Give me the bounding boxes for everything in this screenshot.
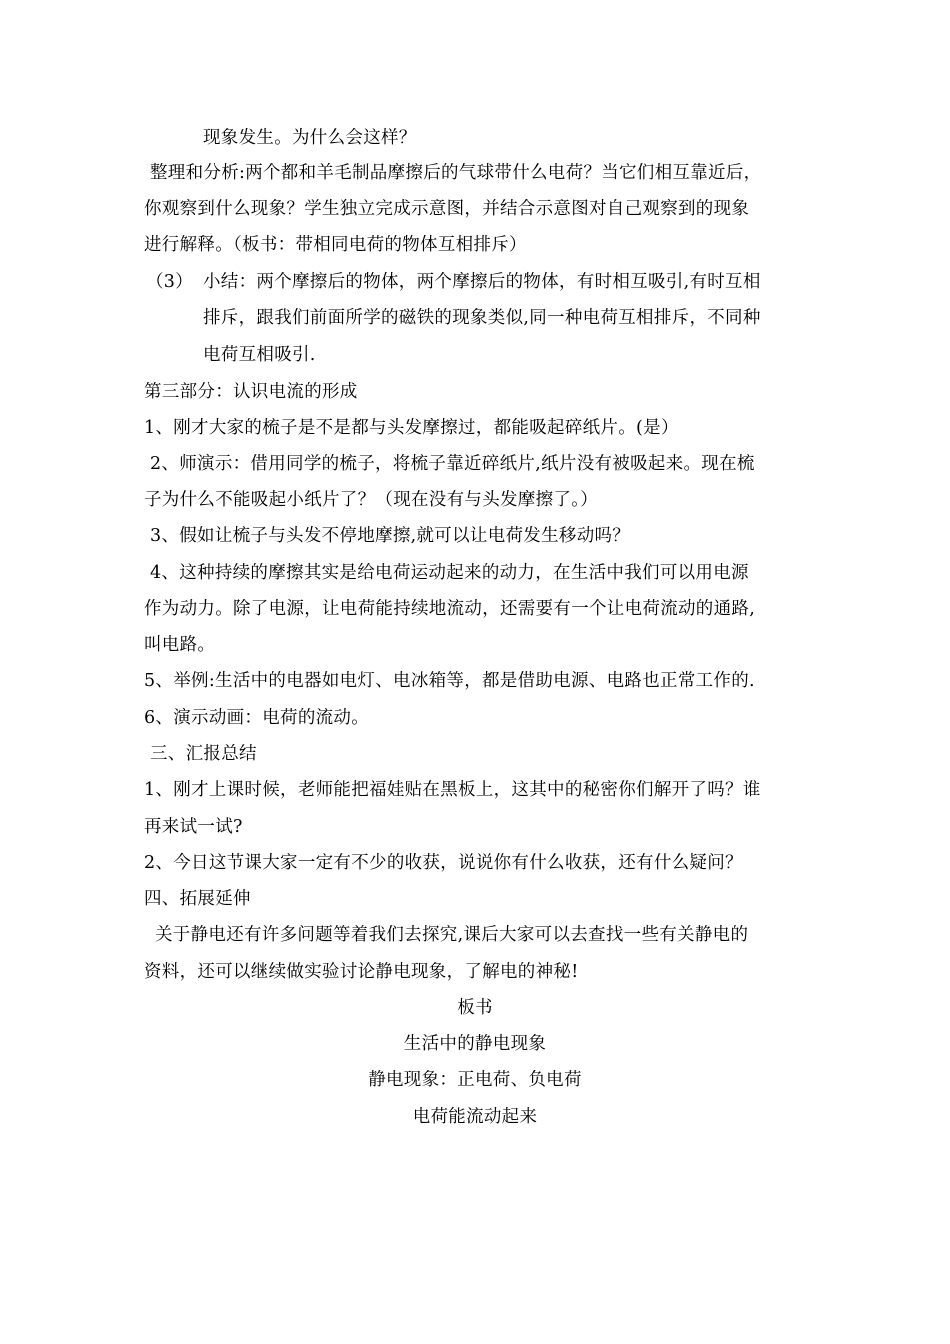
text-line: 6、演示动画：电荷的流动。 <box>144 708 370 728</box>
text-line: 现象发生。为什么会这样？ <box>203 128 417 148</box>
board-line: 生活中的静电现象 <box>403 1034 547 1054</box>
text-line: 作为动力。除了电源，让电荷能持续地流动，还需要有一个让电荷流动的通路, <box>144 599 756 619</box>
text-line: 1、刚才大家的梳子是不是都与头发摩擦过，都能吸起碎纸片。(是） <box>144 418 679 438</box>
section-heading: 第三部分：认识电流的形成 <box>144 382 358 402</box>
text-line: 1、刚才上课时候，老师能把福娃贴在黑板上，这其中的秘密你们解开了吗？谁 <box>144 780 761 800</box>
text-line: 整理和分析:两个都和羊毛制品摩擦后的气球带什么电荷？当它们相互靠近后， <box>150 163 762 183</box>
text-line: 5、举例:生活中的电器如电灯、电冰箱等，都是借助电源、电路也正常工作的. <box>144 671 755 691</box>
board-line: 静电现象：正电荷、负电荷 <box>368 1070 582 1090</box>
section-heading: 四、拓展延伸 <box>144 889 251 909</box>
text-line: 子为什么不能吸起小纸片了？（现在没有与头发摩擦了。） <box>144 490 599 510</box>
text-line: 关于静电还有许多问题等着我们去探究,课后大家可以去查找一些有关静电的 <box>155 925 749 945</box>
board-title: 板书 <box>457 998 493 1018</box>
text-line: 叫电路。 <box>144 635 216 655</box>
list-number: （3） <box>146 272 194 292</box>
board-line: 电荷能流动起来 <box>412 1107 538 1127</box>
text-line: 2、今日这节课大家一定有不少的收获，说说你有什么收获，还有什么疑问？ <box>144 853 743 873</box>
text-line: 再来试一试? <box>144 817 243 837</box>
text-line: 资料，还可以继续做实验讨论静电现象，了解电的神秘! <box>144 962 579 982</box>
text-line: 你观察到什么现象？学生独立完成示意图，并结合示意图对自己观察到的现象 <box>144 199 750 219</box>
text-line: 排斥，跟我们前面所学的磁铁的现象类似,同一种电荷互相排斥，不同种 <box>203 308 761 328</box>
text-line: 进行解释。（板书：带相同电荷的物体互相排斥） <box>144 235 527 255</box>
text-line: 小结：两个摩擦后的物体，两个摩擦后的物体，有时相互吸引,有时互相 <box>203 272 761 292</box>
text-line: 2、师演示：借用同学的梳子，将梳子靠近碎纸片,纸片没有被吸起来。现在梳 <box>150 454 755 474</box>
text-line: 4、这种持续的摩擦其实是给电荷运动起来的动力，在生活中我们可以用电源 <box>150 563 749 583</box>
text-line: 电荷互相吸引. <box>203 345 316 365</box>
text-line: 3、假如让梳子与头发不停地摩擦,就可以让电荷发生移动吗？ <box>150 526 631 546</box>
section-heading: 三、汇报总结 <box>150 744 257 764</box>
